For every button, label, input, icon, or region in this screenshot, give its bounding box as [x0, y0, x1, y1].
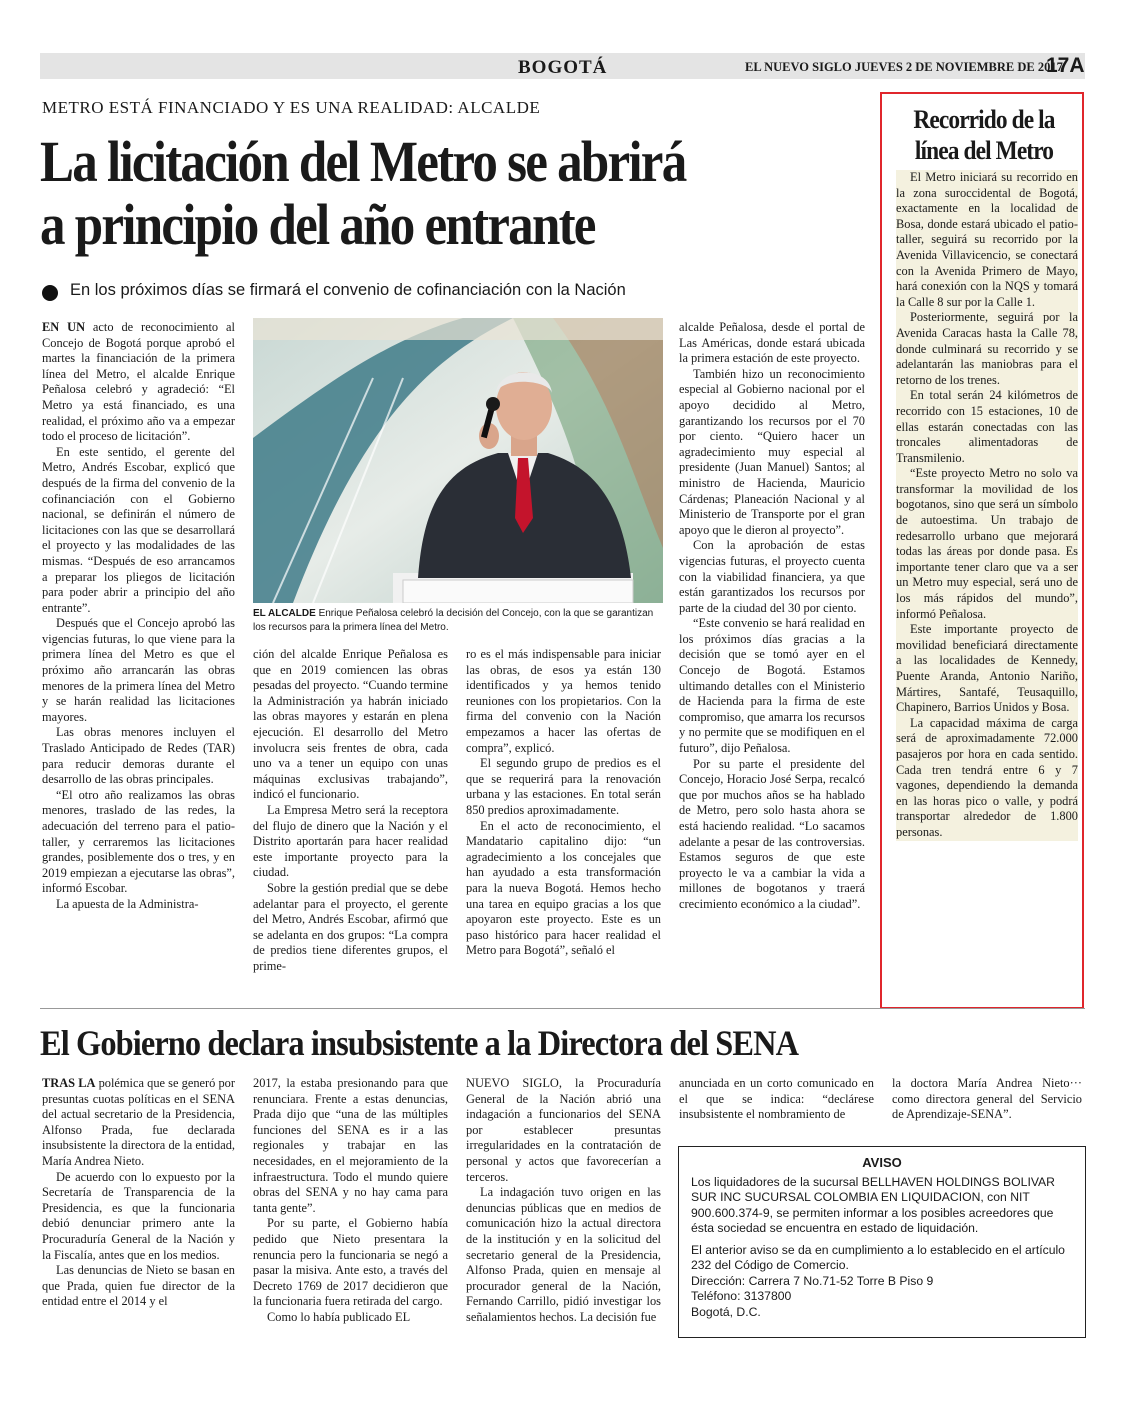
sidebar-title-line-2: línea del Metro — [914, 136, 1054, 165]
paragraph: “Este proyecto Metro no solo va transformar la movilidad de los bogotanos, sino que será un símbolo de autoestima. Un trabajo de redesarrollo urbano que mejorará todas las áreas por donde pasa. Es importante tener claro que va a ser un Metro muy especial, será uno de los más rápidos del mundo”, informó Peñalosa. — [896, 466, 1078, 621]
paragraph: 2017, la estaba presionando para que renunciara. Frente a estas denuncias, Prada dijo que “una de las múltiples funciones del SENA es ir a las regionales y trabajar en las necesidades, en el mejoramiento de la infraestructura. Todo el mundo quiere obras del SENA y no hay cama para tanta gente”. — [253, 1076, 448, 1215]
paragraph: La indagación tuvo origen en las denuncias públicas que en medios de comunicación hizo la actual directora de la institución y en la solicitud del secretario general de la Presidencia, Alfonso Prada, quien en mensaje al procurador general de la Nación, Fernando Carrillo, pidió investigar los señalamientos hechos. La decisión fue — [466, 1185, 661, 1324]
paragraph-text: polémica que se generó por presuntas cuotas políticas en el SENA del actual secretario de la Presidencia, Alfonso Prada, fue declarada insubsistente la directora de la entidad, María Andrea Nieto. — [42, 1076, 235, 1168]
sidebar-title-line-1: Recorrido de la — [913, 105, 1055, 134]
article-photo — [253, 318, 663, 603]
legal-notice-paragraph: Los liquidadores de la sucursal BELLHAVEN HOLDINGS BOLIVAR SUR INC SUCURSAL COLOMBIA EN LIQUIDACION, con NIT 900.600.374-9, se permiten informar a los posibles acreedores que ésta sociedad se encuentra en estado de liquidación. — [691, 1174, 1055, 1235]
paragraph: Por su parte, el Gobierno había pedido que Nieto presentara la renuncia pero la funcionaria se negó a pasar la misiva. Ante esto, a través del Decreto 1769 de 2017 decidieron que la funcionaria fuera retirada del cargo. — [253, 1216, 448, 1309]
article2-column-4 — [679, 1076, 874, 1123]
sidebar-body — [896, 170, 1078, 841]
paragraph: Las denuncias de Nieto se basan en que Prada, quien fue director de la entidad entre el 2014 y el — [42, 1263, 235, 1309]
legal-notice-paragraph: El anterior aviso se da en cumplimiento a lo establecido en el artículo 232 del Código de Comercio. — [691, 1242, 1065, 1272]
paragraph: Posteriormente, seguirá por la Avenida Caracas hasta la Calle 78, donde culminará su recorrido y se adelantarán las maniobras para el retorno de los trenes. — [896, 310, 1078, 387]
paragraph: El Metro iniciará su recorrido en la zona suroccidental de Bogotá, exactamente en la localidad de Bosa, donde estará ubicado el patio-taller, seguirá su recorrido por la Avenida Villavicencio, se conectará con la Avenida Primero de Mayo, hará conexión con la NQS y tomará la Calle 8 sur por la Calle 1. — [896, 170, 1078, 309]
legal-notice-address: Dirección: Carrera 7 No.71-52 Torre B Piso 9 — [691, 1273, 934, 1288]
article2-column-5 — [892, 1076, 1082, 1123]
dateline: EL NUEVO SIGLO JUEVES 2 DE NOVIEMBRE DE 2017 — [745, 60, 1063, 74]
paragraph: La capacidad máxima de carga será de aproximadamente 72.000 pasajeros por hora en cada sentido. Cada tren tendrá entre 6 y 7 vagones, dependiendo la demanda en las horas pico o valle, y podrá transportar alrededor de 1.800 personas. — [896, 715, 1078, 839]
bullet-icon — [42, 285, 58, 301]
paragraph: La apuesta de la Administra- — [56, 896, 199, 911]
paragraph: Sobre la gestión predial que se debe adelantar para el proyecto, el gerente del Metro, Andrés Escobar, afirmó que se adelanta en dos grupos: “La compra de predios tiene diferentes grupos, el prime- — [253, 880, 448, 973]
paragraph: Este importante proyecto de movilidad beneficiará directamente a las localidades de Kennedy, Puente Aranda, Antonio Nariño, Mártires, Santafé, Teusaquillo, Chapinero, Barrios Unidos y Bosa. — [896, 622, 1078, 715]
article2-headline: El Gobierno declara insubsistente a la Directora del SENA — [40, 1023, 799, 1063]
legal-notice-box — [678, 1146, 1086, 1338]
page-number: 17A — [1046, 54, 1085, 77]
mayor-speaking-photo — [253, 318, 663, 603]
article2-column-3 — [466, 1076, 661, 1326]
article-column-2 — [253, 647, 448, 974]
lead-in: EN UN — [42, 320, 86, 334]
legal-notice-phone: Teléfono: 3137800 — [691, 1289, 792, 1303]
paragraph-text: acto de reconocimiento al Concejo de Bogotá porque aprobó el martes la financiación de la primera línea del Metro, el alcalde Enrique Peñalosa celebró y agradeció: “El Metro ya está financiado, es una realidad, el próximo año va a empezar todo el proceso de licitación”. — [42, 320, 235, 444]
headline-line-2: a principio del año entrante — [40, 192, 595, 257]
paragraph: alcalde Peñalosa, desde el portal de Las Américas, donde estará ubicada la primera estación de este proyecto. — [679, 320, 865, 366]
photo-caption — [253, 607, 663, 635]
article-column-3 — [466, 647, 661, 959]
paragraph: Por su parte el presidente del Concejo, Horacio José Serpa, recalcó que por muchos años se ha hablado de Metro, pero solo hasta ahora se está haciendo realidad. “Lo sacamos adelante a pesar de las controversias. Estamos seguros de que este proyecto le va a cambiar la vida a millones de bogotanos y traerá crecimiento económico a la ciudad”. — [679, 756, 865, 911]
legal-notice-content — [691, 1155, 1073, 1320]
legal-notice-title: AVISO — [862, 1155, 902, 1170]
legal-notice-city: Bogotá, D.C. — [691, 1304, 761, 1319]
paragraph: NUEVO SIGLO, la Procuraduría General de la Nación abrió una indagación a funcionarios del SENA por establecer presuntas irregularidades en la contratación de personal y actos que favorecerían a terceros. — [466, 1076, 661, 1184]
article-column-4 — [679, 320, 865, 913]
article-subhead: En los próximos días se firmará el convenio de cofinanciación con la Nación — [70, 281, 626, 299]
paragraph: El segundo grupo de predios es el que se requerirá para la renovación urbana y las estaciones. En total serán 850 predios aproximadamente. — [466, 756, 661, 817]
paragraph: anunciada en un corto comunicado en el que se indica: “declárese insubsistente el nombramiento de — [679, 1076, 874, 1122]
article-column-1 — [42, 320, 235, 913]
paragraph: En este sentido, el gerente del Metro, Andrés Escobar, explicó que después de la firma del convenio de la cofinanciación con el Gobierno nacional, se definirán el número de licitaciones con las que se desarrollará el proyecto y las modalidades de las mismas. “Después de eso arrancamos a preparar los pliegos de licitación para poder abrir a principio del año entrante”. — [42, 444, 235, 615]
paragraph: “El otro año realizamos las obras menores, traslado de las redes, la adecuación del terreno para el patio-taller, y cerraremos las licitaciones grandes, posiblemente dos o tres, y en 2019 empiezan a ejecutarse las obras”, informó Escobar. — [42, 787, 235, 896]
paragraph: De acuerdo con lo expuesto por la Secretaría de Transparencia de la Presidencia, es que la funcionaria debió denunciar primero ante la Procuraduría General de la Nación y la Fiscalía, antes que en los medios. — [42, 1169, 235, 1262]
lead-in: TRAS LA — [42, 1076, 96, 1090]
paragraph: En el acto de reconocimiento, el Mandatario capitalino dijo: “un agradecimiento a los concejales que han ayudado a esta transformación para la nueva Bogotá. Hemos hecho una tarea en equipo gracias a los que apoyaron este proyecto. Este es un paso histórico para hacer realidad el Metro para Bogotá”, señaló el — [466, 818, 661, 958]
paragraph: Con la aprobación de estas vigencias futuras, el proyecto cuenta con la viabilidad financiera, ya que están garantizados los recursos por parte de la ciudad del 30 por ciento. — [679, 538, 865, 615]
article2-column-2 — [253, 1076, 448, 1326]
headline-line-1: La licitación del Metro se abrirá — [40, 129, 686, 194]
paragraph: Como lo había publicado EL — [267, 1309, 411, 1324]
section-divider — [40, 1008, 1085, 1009]
article2-column-1 — [42, 1076, 235, 1310]
paragraph: La Empresa Metro será la receptora del flujo de dinero que la Nación y el Distrito aportarán para hacer realidad este importante proyecto para la ciudad. — [253, 802, 448, 880]
paragraph — [42, 1076, 235, 1170]
caption-lead: EL ALCALDE — [253, 608, 316, 619]
paragraph: ro es el más indispensable para iniciar las obras, de esos ya están 130 identificados y ya hemos tenido reuniones con los propietarios. Con la firma del convenio con la Nación empezamos a hacer las ofertas de compra”, explicó. — [466, 647, 661, 755]
paragraph: En total serán 24 kilómetros de recorrido con 15 estaciones, 10 de ellas estarán conectadas con las troncales alimentadoras de Transmilenio. — [896, 388, 1078, 465]
caption-text: Enrique Peñalosa celebró la decisión del Concejo, con la que se garantizan los recursos para la primera línea del Metro. — [253, 608, 654, 633]
article-kicker: METRO ESTÁ FINANCIADO Y ES UNA REALIDAD: ALCALDE — [42, 98, 541, 117]
paragraph: la doctora María Andrea Nieto··· como directora general del Servicio de Aprendizaje-SENA”. — [892, 1076, 1082, 1122]
paragraph — [42, 320, 235, 445]
paragraph: También hizo un reconocimiento especial al Gobierno nacional por el apoyo decidido al Metro, garantizando los recursos por el 70 por ciento. “Quiero hacer un agradecimiento muy especial al presidente (Juan Manuel) Santos; al ministro de Hacienda, Mauricio Cárdenas; Planeación Nacional y al Ministerio de Transporte por el gran apoyo que le dieron al proyecto”. — [679, 366, 865, 537]
paragraph: ción del alcalde Enrique Peñalosa es que en 2019 comiencen las obras pesadas del proyecto. “Cuando termine la Administración ya habrán iniciado las obras mayores y estarán en plena ejecución. El desarrollo del Metro involucra seis frentes de obra, cada uno va a tener un equipo con unas máquinas exclusivas trabajando”, indicó el funcionario. — [253, 647, 448, 802]
paragraph: “Este convenio se hará realidad en los próximos días gracias a la decisión que se tomó ayer en el Concejo de Bogotá. Estamos ultimando detalles con el Ministerio de Hacienda para la firma de este compromiso, que amarra los recursos y no permite que se modifiquen en el futuro”, dijo Peñalosa. — [679, 616, 865, 756]
sidebar-title — [904, 104, 1064, 166]
article-headline — [40, 130, 762, 256]
paragraph: Después que el Concejo aprobó las vigencias futuras, lo que viene para la primera línea del Metro es que el próximo año arrancarán las obras menores de la primera línea del Metro y se harán realidad las licitaciones mayores. — [42, 616, 235, 724]
section-name: BOGOTÁ — [518, 57, 608, 78]
paragraph: Las obras menores incluyen el Traslado Anticipado de Redes (TAR) para reducir demoras durante el desarrollo de las obras principales. — [42, 725, 235, 787]
